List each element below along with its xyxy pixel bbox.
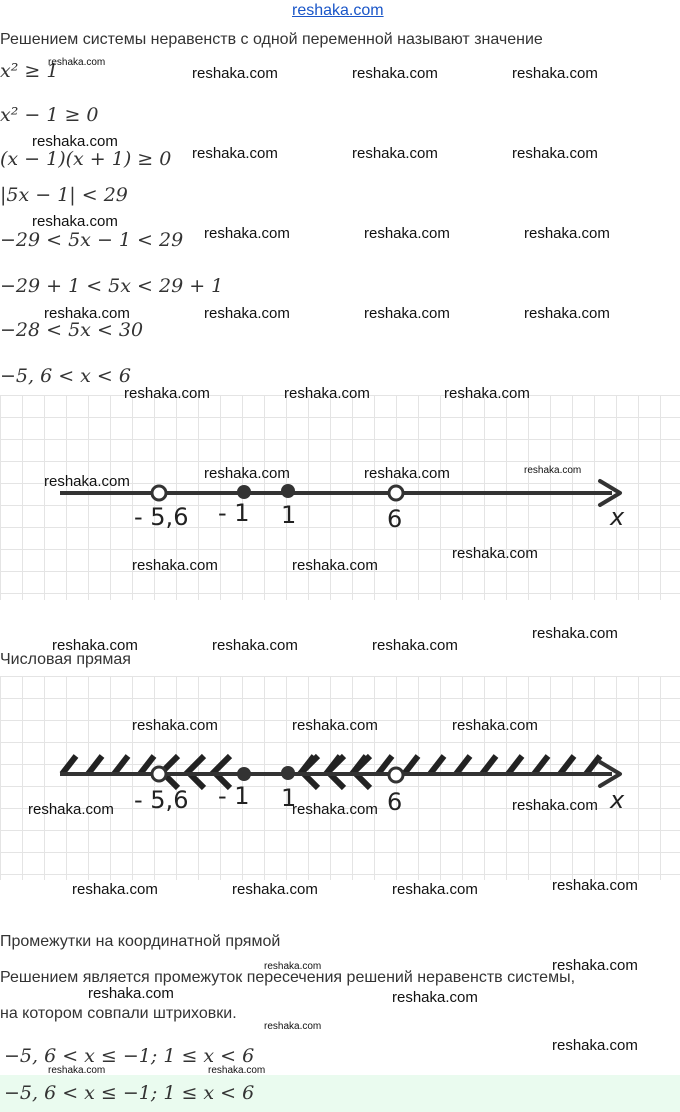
math-line-2: x² − 1 ≥ 0 <box>0 104 99 126</box>
watermark: reshaka.com <box>192 145 278 162</box>
watermark: reshaka.com <box>264 961 322 972</box>
filled-point-1 <box>281 484 295 498</box>
solution-text-line-2: на котором совпали штриховки. <box>0 1005 237 1022</box>
watermark: reshaka.com <box>352 65 438 82</box>
watermark: reshaka.com <box>28 801 114 818</box>
watermark: reshaka.com <box>352 145 438 162</box>
watermark: reshaka.com <box>292 717 378 734</box>
watermark: reshaka.com <box>364 305 450 322</box>
filled-point-minus-1 <box>237 767 251 781</box>
answer-highlight: −5, 6 < x ≤ −1; 1 ≤ x < 6 <box>4 1082 255 1104</box>
number-line-2-figure <box>0 676 680 880</box>
watermark: reshaka.com <box>44 305 130 322</box>
math-line-4: |5x − 1| < 29 <box>0 184 128 206</box>
watermark: reshaka.com <box>72 881 158 898</box>
label-minus-5-6: - 5,6 <box>134 503 189 531</box>
axis-label-x: x <box>610 786 625 814</box>
site-link[interactable]: reshaka.com <box>292 2 384 19</box>
watermark: reshaka.com <box>392 881 478 898</box>
open-point-minus-5-6 <box>152 486 166 500</box>
watermark: reshaka.com <box>232 881 318 898</box>
axis-label-x: x <box>610 503 625 531</box>
watermark: reshaka.com <box>512 797 598 814</box>
watermark: reshaka.com <box>132 717 218 734</box>
watermark: reshaka.com <box>292 801 378 818</box>
watermark: reshaka.com <box>192 65 278 82</box>
watermark: reshaka.com <box>372 637 458 654</box>
watermark: reshaka.com <box>292 557 378 574</box>
watermark: reshaka.com <box>32 213 118 230</box>
watermark: reshaka.com <box>204 465 290 482</box>
watermark: reshaka.com <box>284 385 370 402</box>
caption-intervals: Промежутки на координатной прямой <box>0 933 281 950</box>
label-6: 6 <box>387 788 403 816</box>
math-line-5: −29 < 5x − 1 < 29 <box>0 229 184 251</box>
math-line-6: −29 + 1 < 5x < 29 + 1 <box>0 275 224 297</box>
watermark: reshaka.com <box>392 989 478 1006</box>
watermark: reshaka.com <box>364 225 450 242</box>
watermark: reshaka.com <box>124 385 210 402</box>
filled-point-1 <box>281 766 295 780</box>
watermark: reshaka.com <box>552 957 638 974</box>
watermark: reshaka.com <box>264 1021 322 1032</box>
watermark: reshaka.com <box>512 65 598 82</box>
number-line-2-svg <box>0 676 680 880</box>
math-line-8: −5, 6 < x < 6 <box>0 365 131 387</box>
watermark: reshaka.com <box>524 305 610 322</box>
watermark: reshaka.com <box>204 305 290 322</box>
label-minus-1: - 1 <box>218 499 250 527</box>
watermark: reshaka.com <box>88 985 174 1002</box>
watermark: reshaka.com <box>552 877 638 894</box>
math-line-3: (x − 1)(x + 1) ≥ 0 <box>0 148 172 170</box>
label-1: 1 <box>281 501 297 529</box>
watermark: reshaka.com <box>452 717 538 734</box>
watermark: reshaka.com <box>132 557 218 574</box>
open-point-6 <box>389 486 403 500</box>
watermark: reshaka.com <box>212 637 298 654</box>
solution-text-line-1: Решением является промежуток пересечения решений неравенств системы, <box>0 969 576 986</box>
label-1: 1 <box>281 784 297 812</box>
watermark: reshaka.com <box>524 465 582 476</box>
watermark: reshaka.com <box>552 1037 638 1054</box>
math-line-1: x² ≥ 1 <box>0 60 59 82</box>
open-point-6 <box>389 768 403 782</box>
watermark: reshaka.com <box>512 145 598 162</box>
watermark: reshaka.com <box>364 465 450 482</box>
watermark: reshaka.com <box>532 625 618 642</box>
label-minus-1: - 1 <box>218 782 250 810</box>
label-6: 6 <box>387 505 403 533</box>
filled-point-minus-1 <box>237 485 251 499</box>
watermark: reshaka.com <box>44 473 130 490</box>
watermark: reshaka.com <box>524 225 610 242</box>
watermark: reshaka.com <box>32 133 118 150</box>
math-line-7: −28 < 5x < 30 <box>0 319 144 341</box>
watermark: reshaka.com <box>444 385 530 402</box>
open-point-minus-5-6 <box>152 767 166 781</box>
watermark: reshaka.com <box>452 545 538 562</box>
answer-line: −5, 6 < x ≤ −1; 1 ≤ x < 6 <box>4 1045 255 1067</box>
watermark: reshaka.com <box>48 1065 106 1076</box>
watermark: reshaka.com <box>52 637 138 654</box>
watermark: reshaka.com <box>204 225 290 242</box>
watermark: reshaka.com <box>208 1065 266 1076</box>
intro-text: Решением системы неравенств с одной переменной называют значение <box>0 31 543 48</box>
caption-number-line: Числовая прямая <box>0 651 131 668</box>
watermark: reshaka.com <box>48 57 106 68</box>
label-minus-5-6: - 5,6 <box>134 786 189 814</box>
